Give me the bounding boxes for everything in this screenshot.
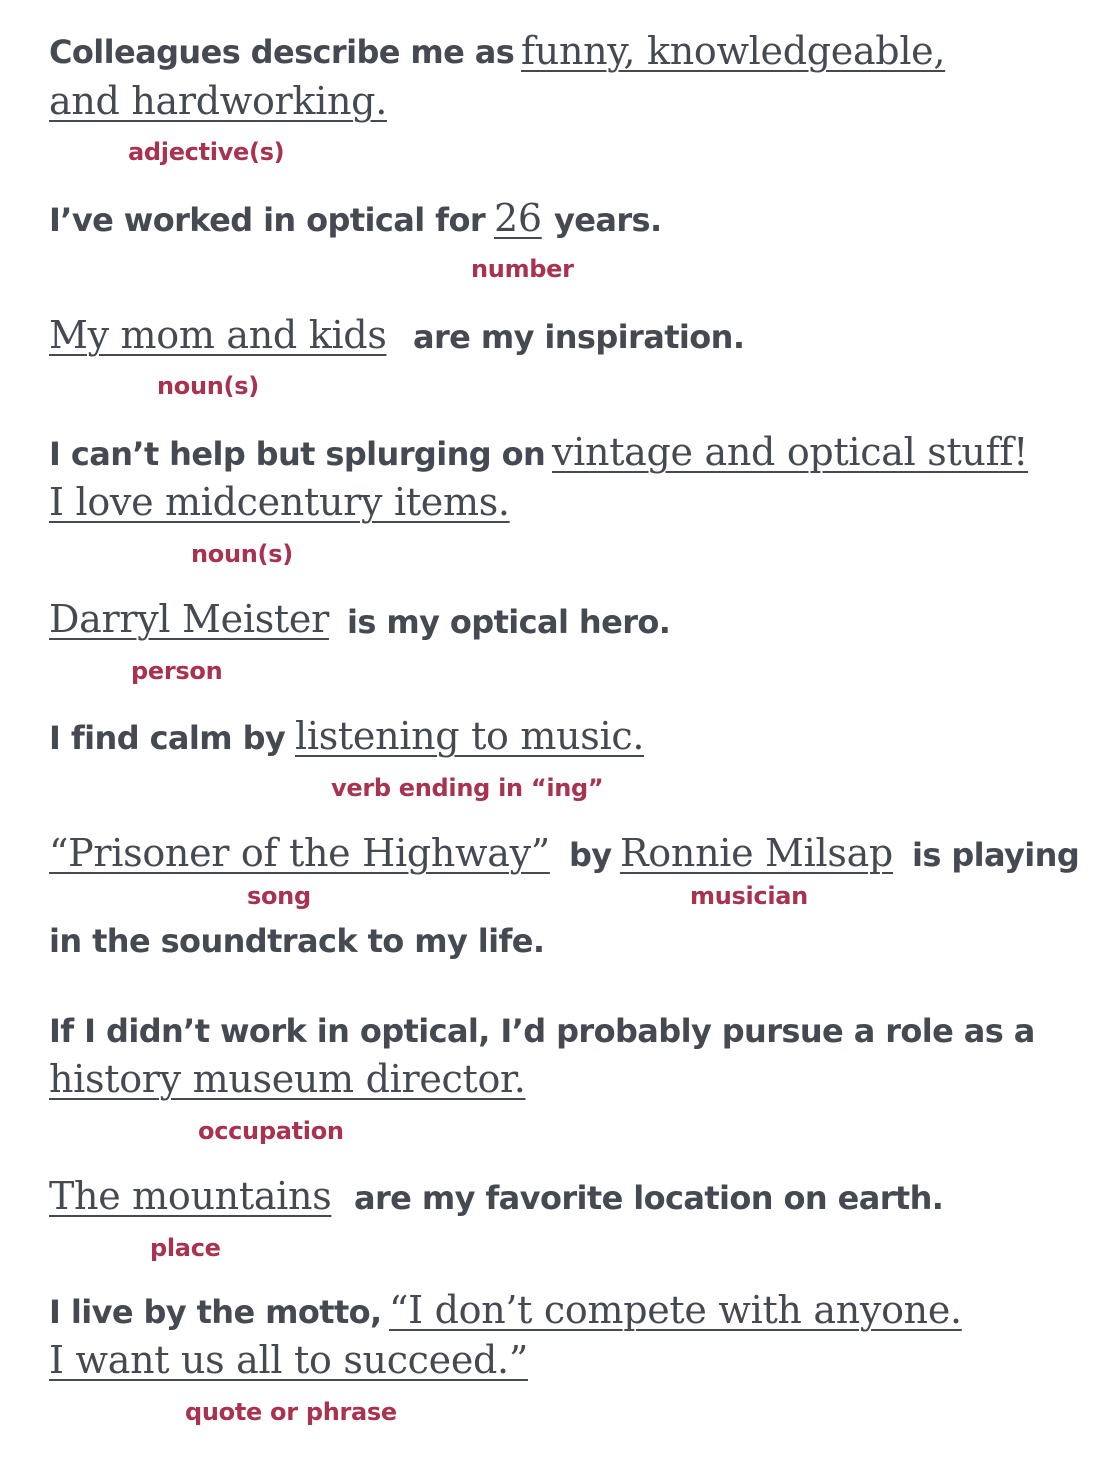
label-inspiration-nouns: noun(s) [157,372,259,400]
label-musician: musician [690,882,808,910]
answer-song: “Prisoner of the Highway” [49,831,550,875]
label-occupation: occupation [198,1117,344,1145]
answer-musician: Ronnie Milsap [620,831,893,875]
answer-adjectives-line1: funny, knowledgeable, [521,29,946,73]
label-place: place [150,1234,221,1262]
label-quote-or-phrase: quote or phrase [185,1398,397,1426]
label-splurging-nouns: noun(s) [191,540,293,568]
suffix-place: are my favorite location on earth. [354,1179,944,1217]
prompt-splurging: I can’t help but splurging on [49,435,546,473]
prompt-occupation: If I didn’t work in optical, I’d probably pursue a role as a [49,1012,1035,1050]
suffix-hero: is my optical hero. [347,603,671,641]
answer-inspiration: My mom and kids [49,313,387,357]
answer-splurging-line1: vintage and optical stuff! [552,430,1029,474]
prompt-years: I’ve worked in optical for [49,201,486,239]
suffix-inspiration: are my inspiration. [413,318,745,356]
answer-motto-line2: I want us all to succeed.” [49,1338,528,1382]
answer-occupation: history museum director. [49,1057,526,1101]
suffix-years: years. [554,201,662,239]
prompt-calm: I find calm by [49,719,286,757]
answer-hero: Darryl Meister [49,597,329,641]
continuation-soundtrack: in the soundtrack to my life. [49,922,545,960]
label-song: song [247,882,311,910]
answer-place: The mountains [49,1174,332,1218]
answer-splurging-line2: I love midcentury items. [49,480,510,524]
answer-adjectives-line2: and hardworking. [49,79,387,123]
answer-calm: listening to music. [295,714,645,758]
prompt-motto: I live by the motto, [49,1293,382,1331]
connector-by: by [569,836,612,874]
answer-number: 26 [494,196,542,240]
label-person: person [131,657,223,685]
label-number: number [471,255,574,283]
suffix-playing: is playing [912,836,1080,874]
answer-motto-line1: “I don’t compete with anyone. [389,1288,962,1332]
label-verb-ing: verb ending in “ing” [331,774,604,802]
label-adjectives: adjective(s) [128,138,285,166]
prompt-colleagues: Colleagues describe me as [49,33,515,71]
